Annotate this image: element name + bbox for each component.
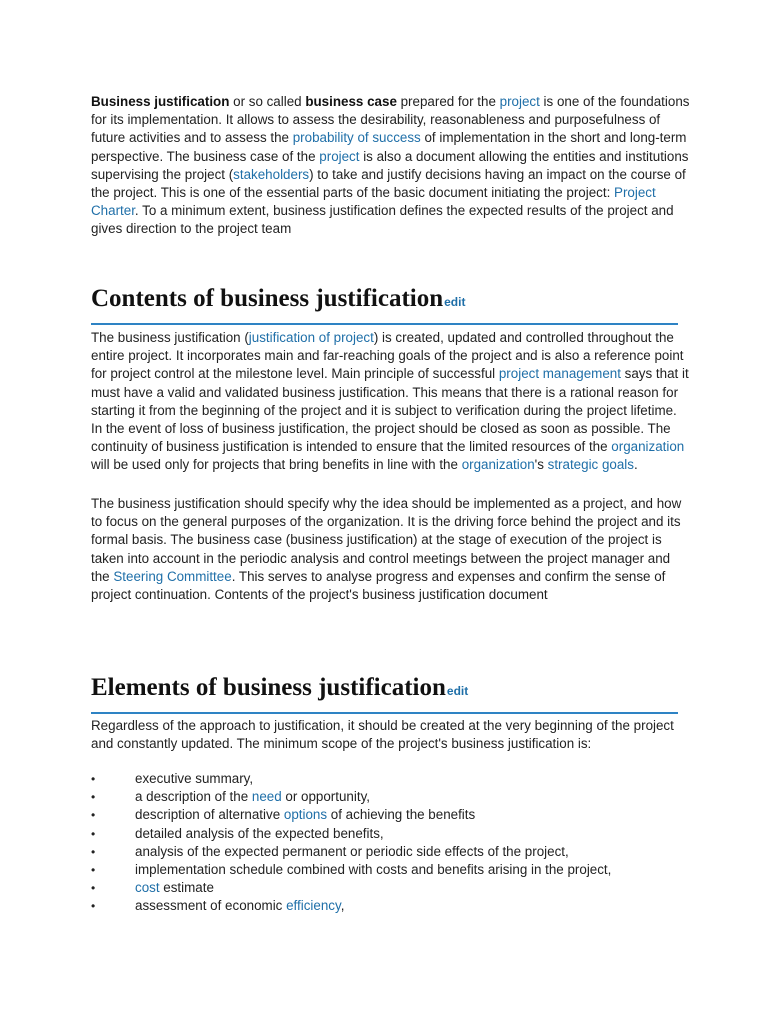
intro-paragraph: Business justification or so called business case prepared for the project is one of the foundations for its implementation. It allows to assess the desirability, reasonableness and purposefulness of future activities and to assess the probability of success of implementation in the short and long-term perspective. The business case of the project is also a document allowing the entities and institutions supervising the project (stakeholders) to take and justify decisions having an impact on the course of the project. This is one of the essential parts of the basic document initiating the project: Project Charter. To a minimum extent, business justification defines the expected results of the project and gives direction to the project team <box>91 94 690 237</box>
bullet-icon: • <box>91 881 96 896</box>
link-organization-2[interactable]: organization <box>461 457 535 473</box>
bullet-icon: • <box>91 844 96 859</box>
list-item: • a description of the need or opportunity, <box>91 788 691 806</box>
link-probability-of-success[interactable]: probability of success <box>292 130 421 146</box>
bullet-icon: • <box>91 826 96 841</box>
bullet-icon: • <box>91 899 96 914</box>
link-options[interactable]: options <box>283 807 328 823</box>
list-item: • cost estimate <box>91 879 691 897</box>
bullet-icon: • <box>91 863 96 878</box>
link-cost[interactable]: cost <box>135 880 160 896</box>
link-stakeholders[interactable]: stakeholders <box>233 166 310 182</box>
link-justification-of-project[interactable]: justification of project <box>248 330 374 345</box>
bullet-icon: • <box>91 790 96 805</box>
elements-list <box>91 770 691 916</box>
link-project-charter[interactable]: Project Charter <box>91 185 656 219</box>
link-project[interactable]: project <box>499 94 540 109</box>
edit-link-elements[interactable]: edit <box>446 684 469 698</box>
contents-paragraph-1: The business justification (justification of project) is created, updated and controlled throughout the entire project. It incorporates main and far-reaching goals of the project and is also a reference point for project control at the milestone level. Main principle of successful project management says that it must have a valid and validated business justification. This means that there is a rational reason for starting it from the beginning of the project and it is subject to verification during the project lifetime. In the event of loss of business justification, the project should be closed as soon as possible. The continuity of business justification is intended to ensure that the limited resources of the organization will be used only for projects that bring benefits in line with the organization's strategic goals. <box>91 330 689 473</box>
link-project-2[interactable]: project <box>319 148 360 164</box>
contents-paragraph-2: The business justification should specify why the idea should be implemented as a project, and how to focus on the general purposes of the organization. It is the driving force behind the project and its formal basis. The business case (business justification) at the stage of execution of the project is taken into account in the periodic analysis and control meetings between the project manager and the Steering Committee. This serves to analyse progress and expenses and confirm the sense of project continuation. Contents of the project's business justification document <box>91 496 682 603</box>
list-item: • assessment of economic efficiency, <box>91 897 691 915</box>
bullet-icon: • <box>91 808 96 823</box>
link-organization[interactable]: organization <box>611 439 685 455</box>
bullet-icon: • <box>91 772 96 786</box>
term-business-justification: Business justification <box>91 94 230 109</box>
list-item: • description of alternative options of achieving the benefits <box>91 806 691 824</box>
list-item: • analysis of the expected permanent or periodic side effects of the project, <box>91 843 691 861</box>
list-item: • detailed analysis of the expected benefits, <box>91 825 691 843</box>
link-strategic-goals[interactable]: strategic goals <box>547 457 634 473</box>
edit-link-contents[interactable]: edit <box>444 295 466 309</box>
section-heading-elements: Elements of business justificationedit <box>91 673 678 714</box>
link-efficiency[interactable]: efficiency <box>286 898 341 914</box>
section-heading-contents: Contents of business justificationedit <box>91 284 678 325</box>
list-item: • implementation schedule combined with costs and benefits arising in the project, <box>91 861 691 879</box>
link-steering-committee[interactable]: Steering Committee <box>113 568 232 584</box>
link-project-management[interactable]: project management <box>498 366 621 382</box>
term-business-case: business case <box>305 94 397 109</box>
list-item: • executive summary, <box>91 770 691 788</box>
link-need[interactable]: need <box>251 789 282 805</box>
elements-intro: Regardless of the approach to justification, it should be created at the very beginning of the project and constantly updated. The minimum scope of the project's business justification is: <box>91 718 674 752</box>
